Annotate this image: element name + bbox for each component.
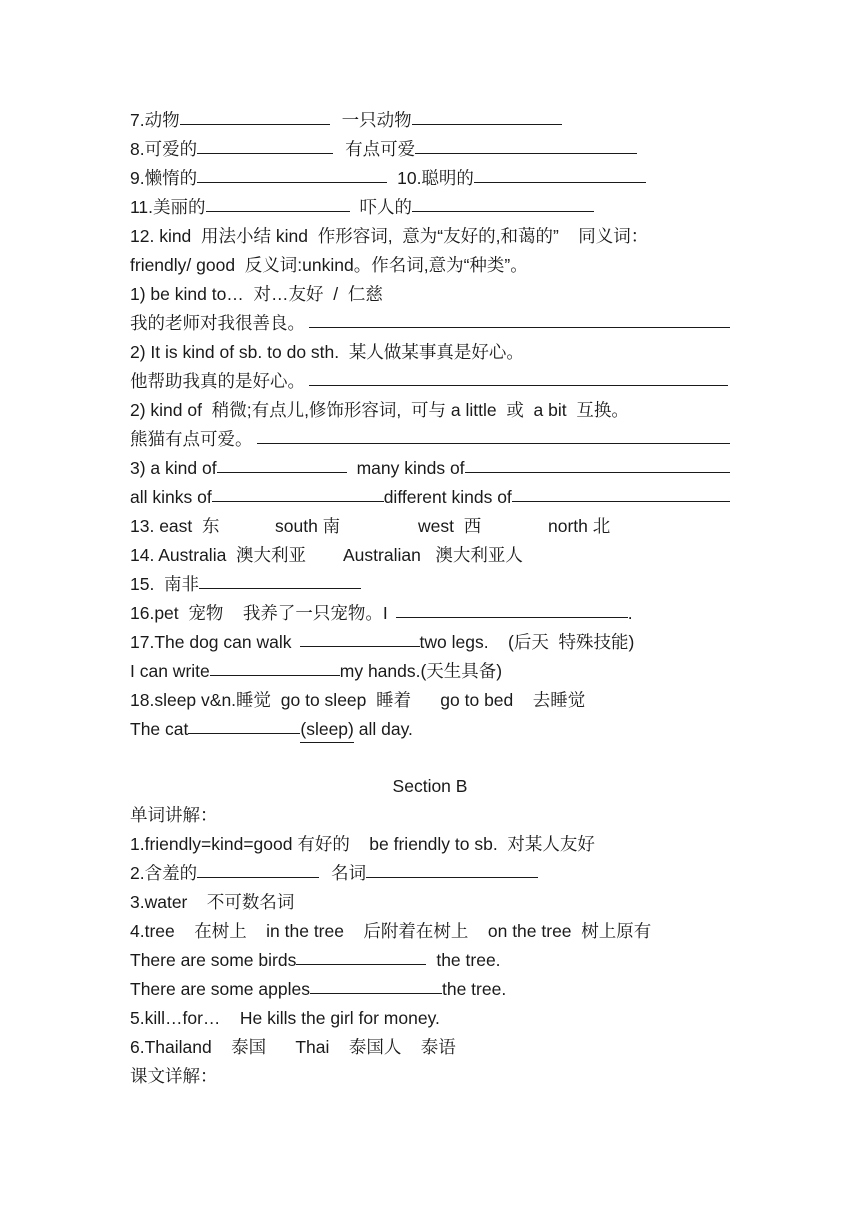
blank[interactable] (412, 106, 562, 125)
blank[interactable] (366, 859, 538, 878)
item-17-b (130, 658, 502, 684)
text: two legs. (后天 特殊技能) (419, 632, 635, 652)
text: 3.water 不可数名词 (130, 892, 295, 912)
text: south 南 (275, 516, 341, 536)
item-11 (130, 194, 594, 220)
item-9-label: 9.懒惰的 (130, 168, 198, 188)
s-item-1 (130, 831, 595, 857)
text: many kinds of (356, 458, 465, 478)
s-item-4-b (130, 976, 506, 1002)
text: The cat (130, 719, 189, 739)
text: 他帮助我真的是好心。 (130, 371, 305, 391)
blank[interactable] (296, 946, 426, 965)
text: 2) kind of 稍微;有点儿,修饰形容词, 可与 a little 或 a bit 互换。 (130, 400, 629, 420)
item-11-label-2: 吓人的 (359, 197, 413, 217)
blank[interactable] (212, 483, 384, 502)
text: 我的老师对我很善良。 (130, 313, 305, 333)
item-8-label-2: 有点可爱 (345, 139, 416, 159)
blank[interactable] (310, 975, 442, 994)
kind-of-phrases-2 (130, 484, 730, 510)
kind-of-phrases-1 (130, 455, 730, 481)
s-item-4-a (130, 947, 501, 973)
item-12-intro (130, 223, 648, 249)
text: 14. Australia 澳大利亚 (130, 545, 307, 565)
item-10-label: 10.聪明的 (397, 168, 474, 188)
blank[interactable] (197, 135, 333, 154)
text: the tree. (436, 950, 501, 970)
text: north 北 (548, 516, 611, 536)
item-16 (130, 600, 633, 626)
s-item-5 (130, 1005, 440, 1031)
text: . (627, 603, 633, 623)
item-9 (130, 165, 646, 191)
text: 1.friendly=kind=good 有好的 be friendly to sb. 对某人友好 (130, 834, 595, 854)
blank[interactable] (199, 570, 361, 589)
s-item-2 (130, 860, 538, 886)
text: all kinks of (130, 487, 212, 507)
answer-blank[interactable] (309, 367, 728, 386)
text: different kinds of (383, 487, 512, 507)
blank[interactable] (206, 193, 350, 212)
kind-usage-2-sentence (130, 368, 728, 394)
text: 17.The dog can walk (130, 632, 292, 652)
text: 名词 (331, 863, 367, 883)
text: There are some apples (130, 979, 310, 999)
text: 4.tree 在树上 in the tree 后附着在树上 on the tree 树上原有 (130, 921, 652, 941)
text: 2.含羞的 (130, 863, 198, 883)
blank[interactable] (412, 193, 594, 212)
text: 3) a kind of (130, 458, 217, 478)
kind-usage-1-sentence (130, 310, 730, 336)
text: 16.pet 宠物 我养了一只宠物。I (130, 603, 388, 623)
text: 13. east 东 (130, 516, 220, 536)
text: There are some birds (130, 950, 297, 970)
text: (sleep) (300, 716, 354, 743)
blank[interactable] (415, 135, 637, 154)
text: all day. (353, 719, 413, 739)
blank[interactable] (474, 164, 646, 183)
vocab-heading (130, 802, 218, 828)
answer-blank[interactable] (309, 309, 730, 328)
item-15 (130, 571, 361, 597)
blank[interactable] (180, 106, 330, 125)
s-item-4 (130, 918, 651, 944)
s-item-6 (130, 1034, 456, 1060)
blank[interactable] (217, 454, 347, 473)
item-12-synonyms (130, 252, 528, 278)
kind-usage-3 (130, 397, 629, 423)
s-item-3 (130, 889, 294, 915)
item-11-label: 11.美丽的 (130, 197, 206, 217)
blank[interactable] (300, 628, 420, 647)
text: 18.sleep v&n.睡觉 go to sleep 睡着 go to bed 去睡觉 (130, 690, 586, 710)
blank[interactable] (197, 164, 387, 183)
item-18-b (130, 716, 413, 742)
text: friendly/ good 反义词:unkind。作名词,意为“种类”。 (130, 255, 528, 275)
text: 12. kind 用法小结 kind 作形容词, 意为“友好的,和蔼的” 同义词： (130, 226, 649, 246)
item-18 (130, 687, 585, 713)
text: 2) It is kind of sb. to do sth. 某人做某事真是好心。 (130, 342, 524, 362)
section-heading: Section B (392, 776, 468, 796)
kind-usage-1 (130, 281, 383, 307)
text: Australian 澳大利亚人 (343, 545, 523, 565)
text: 熊猫有点可爱。 (130, 429, 253, 449)
item-8 (130, 136, 637, 162)
blank[interactable] (512, 483, 730, 502)
text: west 西 (418, 516, 482, 536)
text: the tree. (441, 979, 507, 999)
blank[interactable] (210, 657, 340, 676)
item-7 (130, 107, 562, 133)
blank[interactable] (197, 859, 319, 878)
item-14 (130, 542, 523, 568)
blank[interactable] (465, 454, 730, 473)
answer-blank[interactable] (257, 425, 731, 444)
text: I can write (130, 661, 210, 681)
text: 5.kill…for… He kills the girl for money. (130, 1008, 440, 1028)
item-13 (130, 513, 610, 539)
text: 单词讲解： (130, 805, 218, 825)
text: 15. 南非 (130, 574, 200, 594)
item-17 (130, 629, 634, 655)
kind-usage-3-sentence (130, 426, 730, 452)
blank[interactable] (188, 715, 300, 734)
text: 6.Thailand 泰国 Thai 泰国人 泰语 (130, 1037, 456, 1057)
kind-usage-2 (130, 339, 524, 365)
item-8-label: 8.可爱的 (130, 139, 198, 159)
text: 1) be kind to… 对…友好 / 仁慈 (130, 284, 383, 304)
blank[interactable] (396, 599, 628, 618)
item-7-label: 7.动物 (130, 110, 180, 130)
text: 课文详解： (130, 1066, 218, 1086)
item-7-label-2: 一只动物 (341, 110, 412, 130)
text-heading (130, 1063, 218, 1089)
text: my hands.(天生具备) (339, 661, 503, 681)
